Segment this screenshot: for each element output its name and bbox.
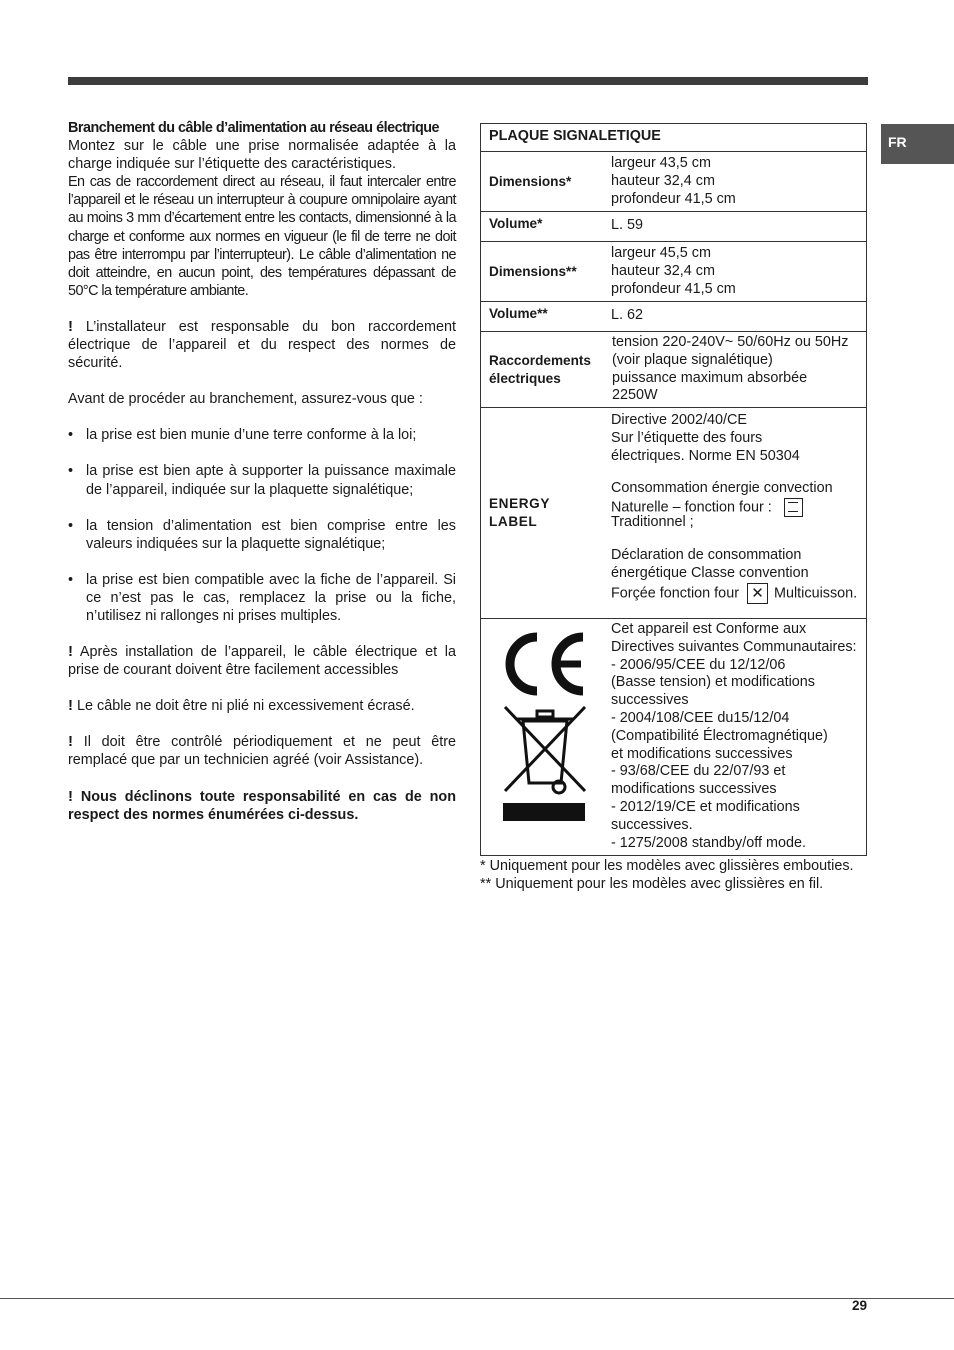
row-value: Directive 2002/40/CE Sur l’étiquette des fours électriques. Norme EN 50304 Consommation énergie convection Naturelle – fonction four : Traditionnel ; Déclaration de consommation énergétique Classe convention Forçée fonction four ✕ Multicuisson. bbox=[611, 412, 858, 602]
row-label: Dimensions* bbox=[489, 173, 572, 189]
warning-liability: ! Nous déclinons toute responsabilité en cas de non respect des normes énumérées ci-dessus. bbox=[68, 787, 457, 823]
bullet-icon: • bbox=[68, 427, 74, 444]
exclamation-icon: ! bbox=[68, 697, 73, 715]
footnote: ** Uniquement pour les modèles avec glissières en fil. bbox=[480, 875, 824, 892]
warning-cable: ! Le câble ne doit être ni plié ni excessivement écrasé. bbox=[68, 697, 415, 715]
row-value: largeur 45,5 cm hauteur 32,4 cm profondeur 41,5 cm bbox=[611, 245, 736, 297]
conformity-text: Cet appareil est Conforme aux Directives suivantes Communautaires: - 2006/95/CEE du 12/12/06 (Basse tension) et modifications successives - 2004/108/CEE du15/12/04 (Compatibilité Électromagnétique) et modifications successives - 93/68/CEE du 22/07/93 et modifications successives - 2012/19/CE et modifications successives. - 1275/2008 standby/off mode. bbox=[611, 621, 857, 851]
paragraph-direct-connection: En cas de raccordement direct au réseau, il faut intercaler entre l’appareil et le réseau un interrupteur à coupure omnipolaire ayant au moins 3 mm d’écartement entre les contacts, dimensionné à la charge et conforme aux normes en vigueur (le fil de terre ne doit pas être interrompu par l’interrupteur). Le câble d’alimentation ne doit atteindre, en aucun point, des températures dépassant de 50°C la température ambiante. bbox=[68, 174, 456, 299]
exclamation-icon: ! bbox=[68, 643, 73, 661]
bullet-icon: • bbox=[68, 517, 74, 534]
row-label: ENERGY LABEL bbox=[489, 496, 551, 529]
left-column bbox=[68, 119, 456, 824]
footnotes bbox=[480, 858, 854, 894]
bullet-icon: • bbox=[68, 571, 74, 588]
list-item: • la prise est bien munie d’une terre conforme à la loi; bbox=[68, 427, 417, 444]
footer-divider bbox=[0, 1298, 954, 1299]
exclamation-icon: ! bbox=[68, 317, 73, 335]
table-row bbox=[481, 242, 866, 302]
footnote: * Uniquement pour les modèles avec glissières embouties. bbox=[480, 858, 854, 874]
ce-mark-icon bbox=[503, 631, 589, 697]
language-tab: FR bbox=[881, 124, 954, 164]
table-row bbox=[481, 212, 866, 242]
oven-fan-icon: ✕ bbox=[747, 583, 768, 604]
list-item: • la tension d’alimentation est bien comprise entre les valeurs indiquées sur la plaquette signalétique; bbox=[68, 517, 456, 552]
bullet-icon: • bbox=[68, 463, 74, 480]
list-item: • la prise est bien compatible avec la fiche de l’appareil. Si ce n’est pas le cas, remplacez la prise ou la fiche, n’utilisez ni rallonges ni prises multiples. bbox=[68, 571, 456, 624]
page-number: 29 bbox=[852, 1298, 868, 1313]
warning-accessible: ! Après installation de l’appareil, le câble électrique et la prise de courant doivent être facilement accessibles bbox=[68, 643, 456, 679]
row-value: largeur 43,5 cm hauteur 32,4 cm profondeur 41,5 cm bbox=[611, 155, 736, 207]
list-item: • la prise est bien apte à supporter la puissance maximale de l’appareil, indiquée sur la plaquette signalétique; bbox=[68, 463, 456, 498]
row-label: Raccordements électriques bbox=[489, 352, 591, 386]
section-heading: Branchement du câble d’alimentation au réseau électrique bbox=[68, 120, 440, 136]
table-row bbox=[481, 332, 866, 408]
row-label: Volume* bbox=[489, 216, 543, 231]
row-label: Volume** bbox=[489, 306, 548, 321]
warning-check: ! Il doit être contrôlé périodiquement et ne peut être remplacé que par un technicien agréé (voir Assistance). bbox=[68, 733, 456, 769]
table-row bbox=[481, 619, 866, 855]
row-value: tension 220-240V~ 50/60Hz ou 50Hz (voir plaque signalétique) puissance maximum absorbée 2250W bbox=[612, 334, 849, 404]
row-value: L. 62 bbox=[611, 307, 644, 323]
intro-text: Avant de procéder au branchement, assurez-vous que : bbox=[68, 391, 423, 408]
paragraph-plug: Montez sur le câble une prise normalisée adaptée à la charge indiquée sur l’étiquette des caractéristiques. bbox=[68, 138, 456, 173]
row-label: Dimensions** bbox=[489, 263, 577, 279]
header-bar bbox=[68, 77, 868, 85]
table-title: PLAQUE SIGNALETIQUE bbox=[489, 128, 661, 144]
warning-installer: ! L’installateur est responsable du bon raccordement électrique de l’appareil et du respect des normes de sécurité. bbox=[68, 317, 456, 372]
table-row bbox=[481, 408, 866, 619]
oven-conventional-icon bbox=[784, 498, 803, 517]
table-row bbox=[481, 302, 866, 332]
exclamation-icon: ! bbox=[68, 733, 73, 751]
row-value: L. 59 bbox=[611, 217, 644, 233]
weee-bin-icon bbox=[503, 705, 587, 825]
table-row bbox=[481, 152, 866, 212]
exclamation-icon: ! bbox=[68, 787, 73, 805]
table-header-row bbox=[481, 124, 866, 152]
rating-plate-table bbox=[480, 123, 867, 856]
